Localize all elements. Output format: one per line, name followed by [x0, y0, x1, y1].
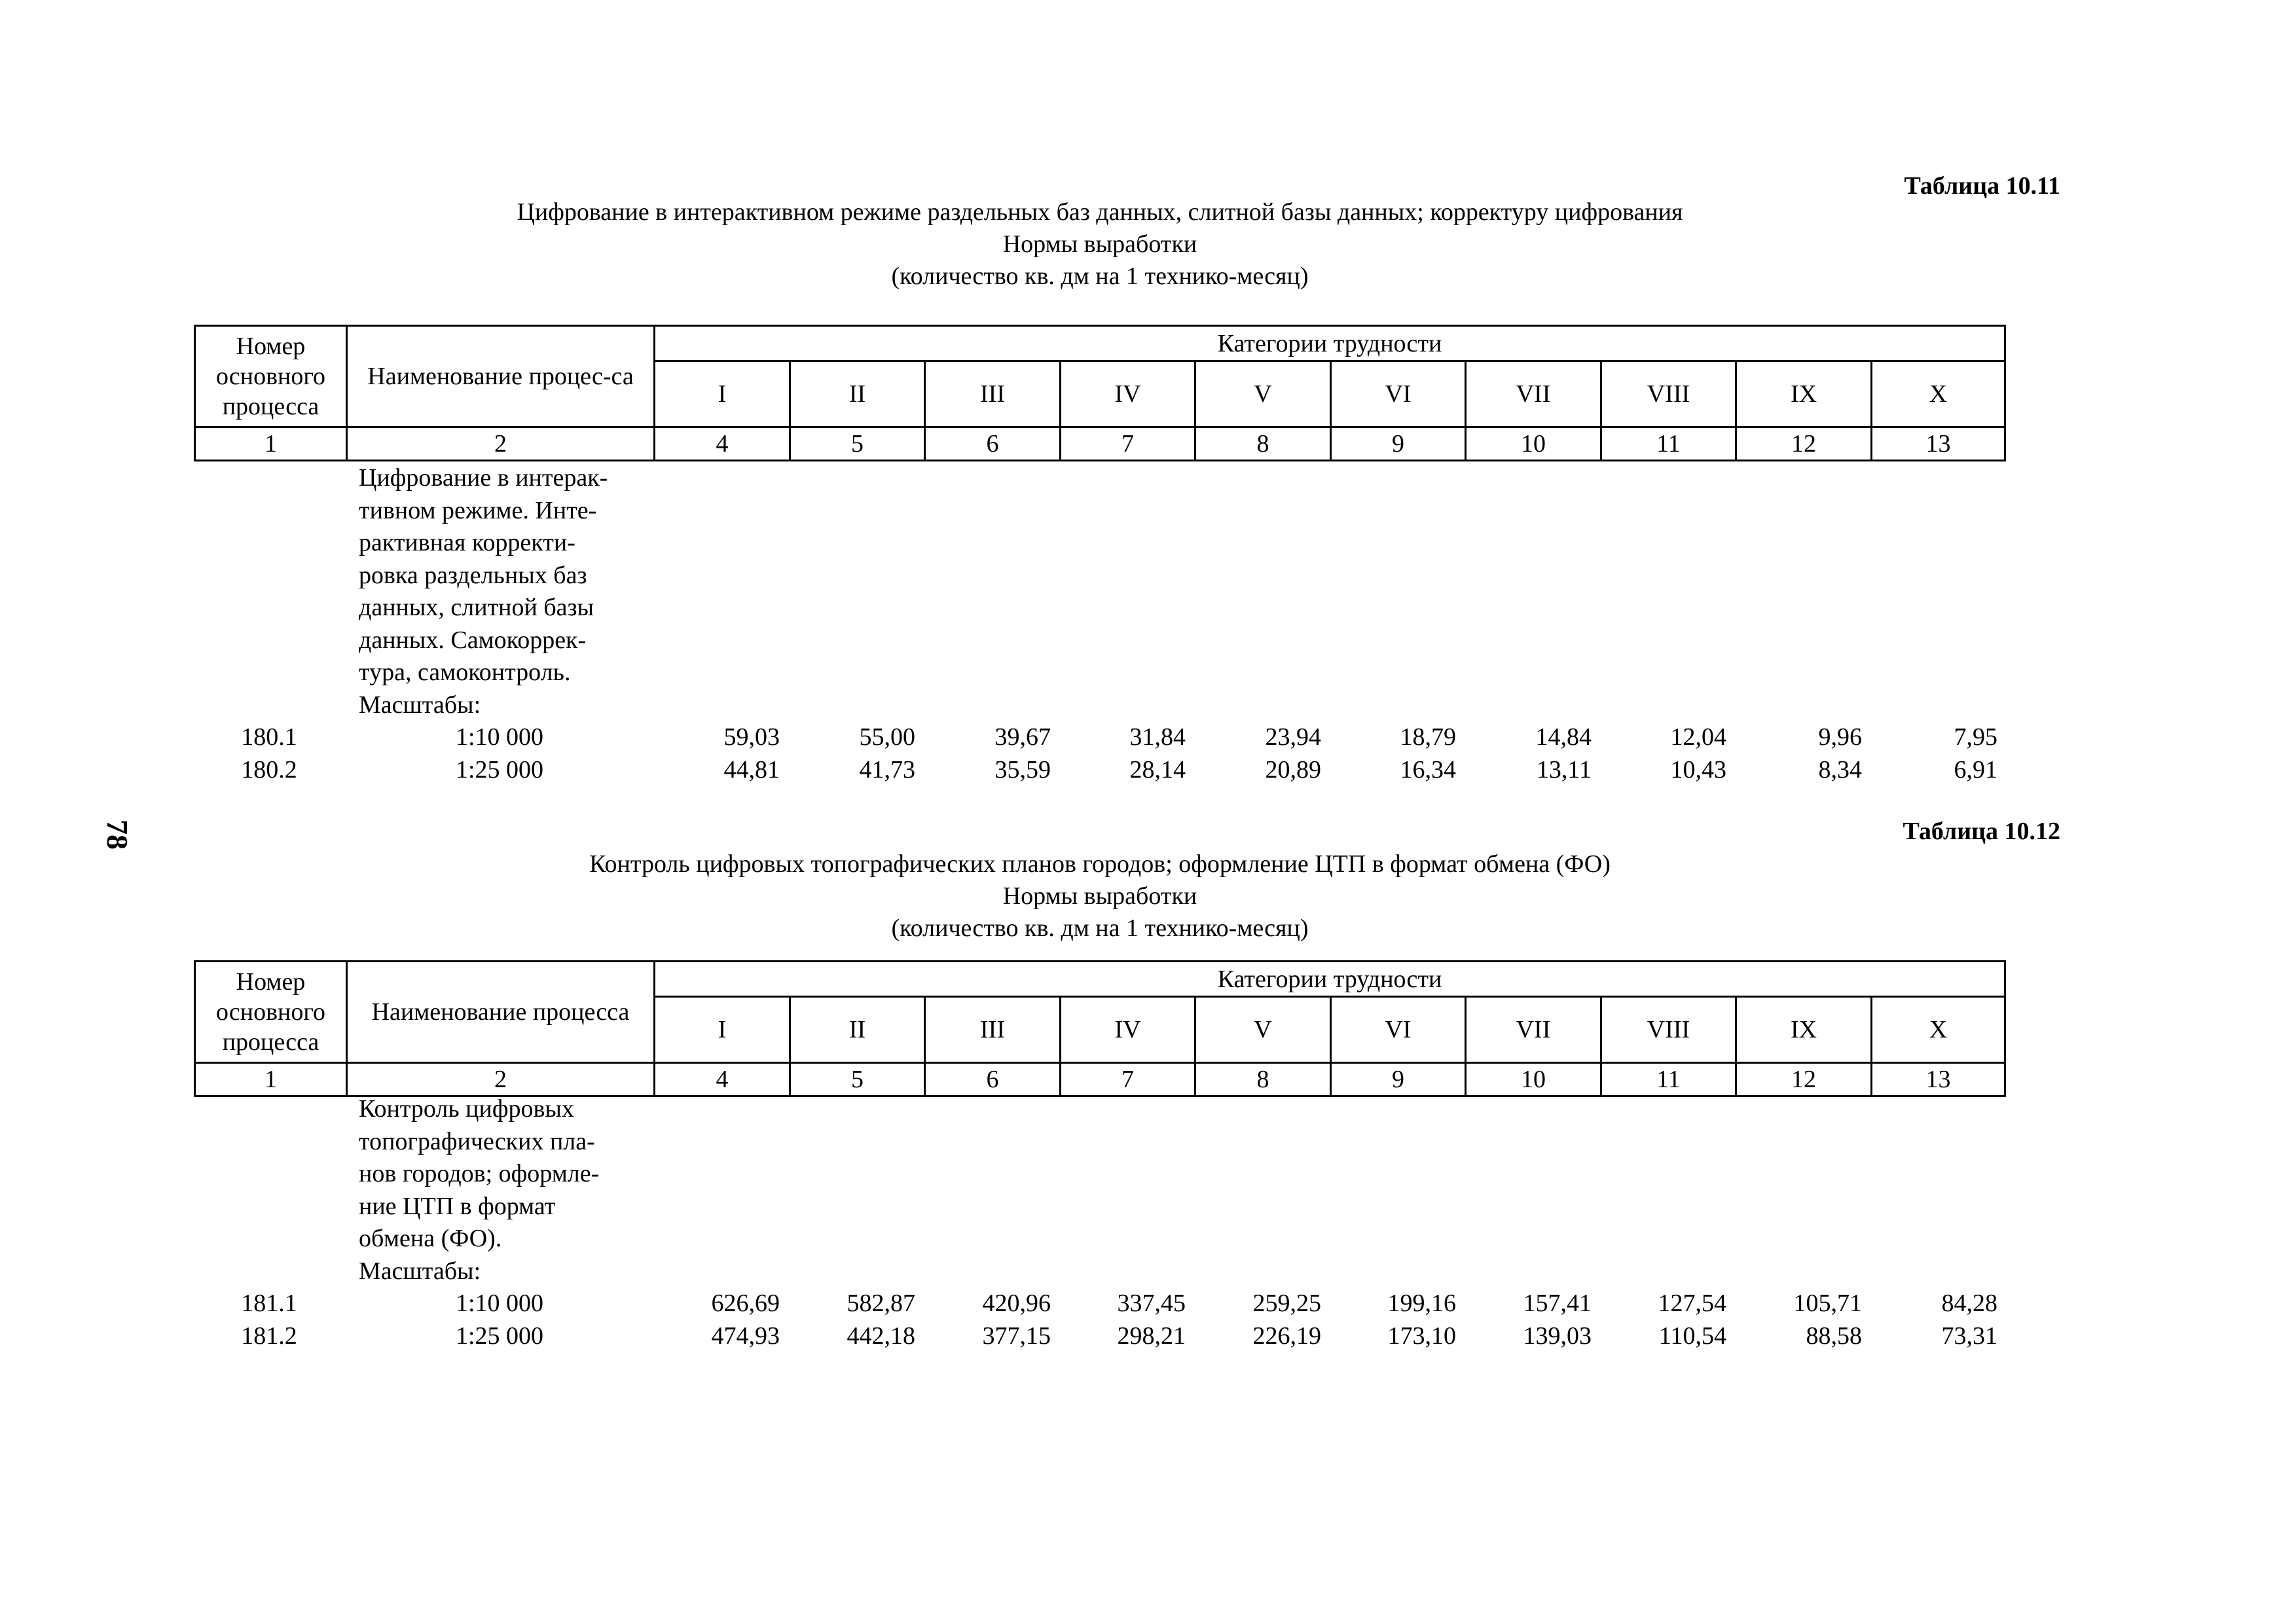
process-code: 180.2	[241, 756, 297, 784]
category-cell: I	[655, 997, 790, 1063]
value-cell: 626,69	[711, 1290, 780, 1317]
table-label: Таблица 10.12	[1903, 818, 2060, 845]
category-cell: VI	[1331, 997, 1466, 1063]
process-description	[359, 1093, 660, 1288]
table-body	[194, 1093, 2004, 1355]
col-header-number: Номер основного процесса	[195, 962, 347, 1063]
col-header-categories: Категории трудности	[655, 962, 2005, 997]
column-number-cell: 1	[195, 1063, 347, 1096]
column-number-cell: 6	[925, 427, 1061, 461]
process-code: 181.2	[241, 1322, 297, 1350]
column-number-cell: 5	[790, 427, 925, 461]
category-cell: VIII	[1601, 361, 1736, 427]
value-cell: 474,93	[711, 1322, 780, 1350]
value-cell: 259,25	[1252, 1290, 1321, 1317]
value-cell: 88,58	[1806, 1322, 1862, 1350]
description-line: Цифрование в интерак-	[359, 464, 608, 492]
value-cell: 582,87	[847, 1290, 915, 1317]
category-cell: IX	[1736, 997, 1872, 1063]
category-cell: V	[1195, 997, 1331, 1063]
value-cell: 39,67	[994, 723, 1051, 751]
value-cell: 35,59	[994, 756, 1051, 784]
value-cell: 23,94	[1265, 723, 1321, 751]
column-number-cell: 12	[1736, 1063, 1872, 1096]
table-title	[196, 196, 2003, 293]
description-line: ние ЦТП в формат	[359, 1192, 556, 1220]
column-number-cell: 9	[1331, 427, 1466, 461]
column-number-cell: 8	[1195, 427, 1331, 461]
value-cell: 420,96	[982, 1290, 1051, 1317]
description-line: тивном режиме. Инте-	[359, 496, 597, 524]
value-cell: 442,18	[847, 1322, 915, 1350]
description-line: тура, самоконтроль.	[359, 659, 571, 686]
description-line: топографических пла-	[359, 1127, 595, 1155]
value-cell: 28,14	[1129, 756, 1186, 784]
column-number-cell: 10	[1466, 427, 1601, 461]
value-cell: 6,91	[1954, 756, 1997, 784]
value-cell: 18,79	[1400, 723, 1456, 751]
scale-label: 1:25 000	[455, 756, 544, 784]
category-cell: X	[1872, 361, 2005, 427]
value-cell: 139,03	[1523, 1322, 1592, 1350]
category-cell: VI	[1331, 361, 1466, 427]
title-line: Цифрование в интерактивном режиме раздельных баз данных, слитной базы данных; корректуру цифрования	[517, 198, 1683, 226]
subtitle-line: Нормы выработки	[1002, 882, 1197, 910]
table-row	[194, 1320, 2004, 1353]
description-line: ровка раздельных баз	[359, 561, 587, 589]
value-cell: 13,11	[1536, 756, 1592, 784]
value-cell: 110,54	[1658, 1322, 1726, 1350]
column-number-cell: 8	[1195, 1063, 1331, 1096]
value-cell: 41,73	[859, 756, 915, 784]
column-number-cell: 4	[655, 427, 790, 461]
category-cell: IX	[1736, 361, 1872, 427]
category-cell: III	[925, 997, 1061, 1063]
table-row	[194, 1288, 2004, 1320]
value-cell: 226,19	[1252, 1322, 1321, 1350]
description-line: Масштабы:	[359, 691, 481, 719]
value-cell: 9,96	[1818, 723, 1862, 751]
column-number-row	[195, 1063, 2005, 1096]
table-row	[194, 721, 2004, 754]
table-header	[194, 325, 2006, 461]
value-cell: 55,00	[859, 723, 915, 751]
category-cell: I	[655, 361, 790, 427]
units-line: (количество кв. дм на 1 технико-месяц)	[891, 914, 1309, 942]
value-cell: 298,21	[1117, 1322, 1186, 1350]
column-number-cell: 6	[925, 1063, 1061, 1096]
value-cell: 10,43	[1670, 756, 1726, 784]
subtitle-line: Нормы выработки	[1002, 230, 1197, 258]
process-description	[359, 462, 660, 721]
description-line: рактивная корректи-	[359, 529, 575, 556]
table-body	[194, 462, 2004, 787]
col-header-name: Наименование процес-са	[347, 326, 655, 427]
value-cell: 127,54	[1658, 1290, 1726, 1317]
table-label: Таблица 10.11	[1904, 172, 2060, 200]
column-number-cell: 11	[1601, 1063, 1736, 1096]
table-title	[196, 848, 2003, 945]
column-number-cell: 9	[1331, 1063, 1466, 1096]
column-number-cell: 11	[1601, 427, 1736, 461]
column-number-cell: 1	[195, 427, 347, 461]
value-cell: 16,34	[1400, 756, 1456, 784]
column-number-cell: 5	[790, 1063, 925, 1096]
table-header	[194, 960, 2006, 1097]
column-number-cell: 4	[655, 1063, 790, 1096]
process-code: 181.1	[241, 1290, 297, 1317]
value-cell: 59,03	[723, 723, 780, 751]
category-cell: VIII	[1601, 997, 1736, 1063]
column-number-cell: 13	[1872, 427, 2005, 461]
col-header-number: Номер основного процесса	[195, 326, 347, 427]
value-cell: 73,31	[1941, 1322, 1997, 1350]
table-row	[194, 754, 2004, 787]
category-cell: II	[790, 361, 925, 427]
column-number-cell: 10	[1466, 1063, 1601, 1096]
value-cell: 337,45	[1117, 1290, 1186, 1317]
category-cell: VII	[1466, 997, 1601, 1063]
value-cell: 199,16	[1387, 1290, 1456, 1317]
value-cell: 31,84	[1129, 723, 1186, 751]
value-cell: 7,95	[1954, 723, 1997, 751]
category-cell: II	[790, 997, 925, 1063]
description-line: Контроль цифровых	[359, 1095, 574, 1123]
units-line: (количество кв. дм на 1 технико-месяц)	[891, 262, 1309, 290]
value-cell: 377,15	[982, 1322, 1051, 1350]
description-line: нов городов; оформле-	[359, 1160, 600, 1187]
value-cell: 12,04	[1670, 723, 1726, 751]
process-code: 180.1	[241, 723, 297, 751]
category-cell: III	[925, 361, 1061, 427]
column-number-cell: 2	[347, 427, 655, 461]
category-cell: IV	[1061, 997, 1195, 1063]
description-line: Масштабы:	[359, 1257, 481, 1285]
value-cell: 20,89	[1265, 756, 1321, 784]
category-cell: VII	[1466, 361, 1601, 427]
column-number-cell: 2	[347, 1063, 655, 1096]
column-number-cell: 12	[1736, 427, 1872, 461]
description-line: обмена (ФО).	[359, 1225, 502, 1252]
column-number-row	[195, 427, 2005, 461]
value-cell: 84,28	[1941, 1290, 1997, 1317]
description-line: данных, слитной базы	[359, 594, 594, 621]
category-cell: X	[1872, 997, 2005, 1063]
value-cell: 157,41	[1523, 1290, 1592, 1317]
value-cell: 105,71	[1793, 1290, 1862, 1317]
col-header-name: Наименование процесса	[347, 962, 655, 1063]
category-cell: IV	[1061, 361, 1195, 427]
column-number-cell: 7	[1061, 1063, 1195, 1096]
value-cell: 8,34	[1818, 756, 1862, 784]
scale-label: 1:25 000	[455, 1322, 544, 1350]
value-cell: 44,81	[723, 756, 780, 784]
description-line: данных. Самокоррек-	[359, 626, 587, 654]
column-number-cell: 13	[1872, 1063, 2005, 1096]
page-number: 78	[101, 820, 135, 850]
scale-label: 1:10 000	[455, 723, 544, 751]
title-line: Контроль цифровых топографических планов городов; оформление ЦТП в формат обмена (ФО)	[589, 850, 1611, 878]
category-cell: V	[1195, 361, 1331, 427]
value-cell: 173,10	[1387, 1322, 1456, 1350]
col-header-categories: Категории трудности	[655, 326, 2005, 361]
value-cell: 14,84	[1535, 723, 1592, 751]
scale-label: 1:10 000	[455, 1290, 544, 1317]
column-number-cell: 7	[1061, 427, 1195, 461]
